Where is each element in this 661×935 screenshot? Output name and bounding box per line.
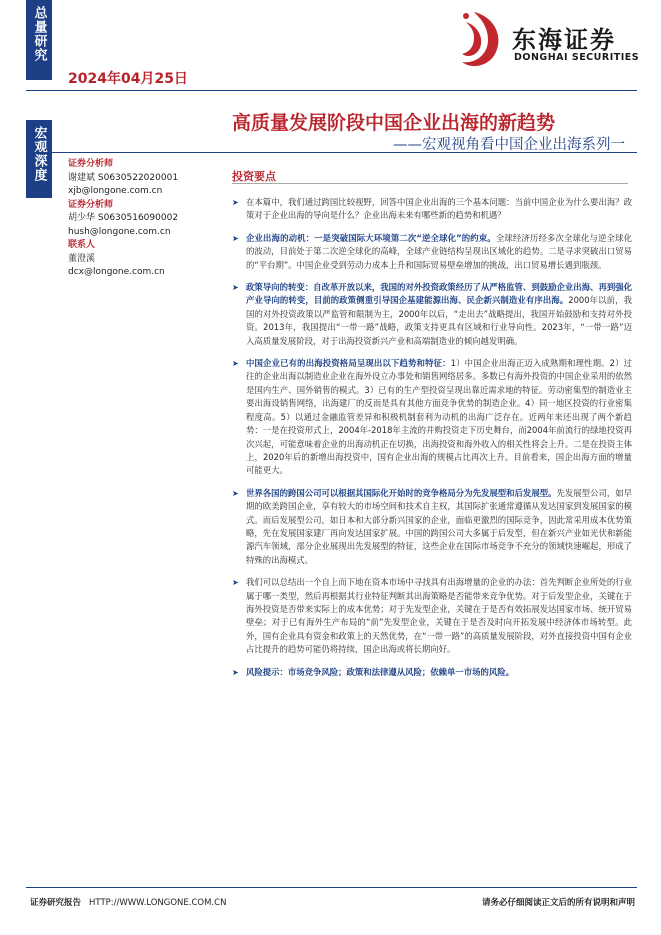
analyst-name: 胡少华 xyxy=(68,213,96,223)
analyst-role: 证券分析师 xyxy=(68,159,114,169)
arrow-bullet-icon: ➤ xyxy=(232,233,239,243)
analyst-name: 谢建斌 xyxy=(68,172,96,183)
sidebar-category-label: 总量研究 xyxy=(31,6,47,62)
analyst-role: 证券分析师 xyxy=(68,199,114,210)
logo-english-name: DONGHAI SECURITIES xyxy=(514,52,640,63)
key-point-bold: 世界各国的跨国公司可以根据其国际化开始时的竞争格局分为先发展型和后发展型。 xyxy=(246,487,557,498)
footer-disclaimer: 请务必仔细阅读正文后的所有说明和声明 xyxy=(481,898,635,908)
key-point-text: 我们可以总结出一个自上而下地在资本市场中寻找具有出海增量的企业的办法：首先判断企业所处的行业属于哪一类型，然后再根据其行业特征判断其出海策略是否能带来竞争优势。对于后发型企业，关键在于海外投资是否带来实际上的成本优势；对于先发型企业，关键在于是否有效拓展发达国家市场、统开贸易壁垒；对于已有海外生产布局的“前”先发型企业，关键在于是否及时向开拓发展中经济体市场转型。此外，国有企业具有资金和政策上的天然优势，在“一带一路”的高质量发展阶段，对外直接投资中国有企业占比提升的趋势可能仍将持续，国企出海或将长期向好。 xyxy=(246,577,632,655)
key-point-item xyxy=(232,281,632,348)
footer-rule xyxy=(26,887,637,888)
analyst-license: S0630516090002 xyxy=(97,213,179,223)
arrow-bullet-icon: ➤ xyxy=(232,283,239,293)
analyst-email[interactable]: hush@longone.com.cn xyxy=(68,226,171,237)
footer-label: 证券研究报告 xyxy=(30,898,82,908)
arrow-bullet-icon: ➤ xyxy=(232,578,239,588)
key-point-item xyxy=(232,666,632,679)
key-points-heading: 投资要点 xyxy=(232,170,276,183)
donghai-swirl-icon xyxy=(452,8,508,72)
key-point-text: 先发展型公司，如早期的欧美跨国企业，享有较大的市场空间和技术自主权，其国际扩张通常遵循从发达国家到发展国家的模式。而后发展型公司，如日本和大部分新兴国家的企业，面临更激烈的国际竞争，因此常采用成本优势策略，先在发展国家建厂再向发达国家扩展。中国的跨国公司大多属于后发型，但在新兴产业如光伏和新能源汽车领域，部分企业展现出先发展型的特征，这些企业在国际市场竞争不充分的领域快速崛起，形成了特殊的出海模式。 xyxy=(246,487,633,565)
key-points-rule xyxy=(232,183,628,184)
report-date: 2024年04月25日 xyxy=(68,71,188,87)
key-point-bold: 中国企业已有的出海投资格局呈现出以下趋势和特征： xyxy=(246,358,451,369)
key-point-text: 全球经济历经多次全球化与逆全球化的波动，目前处于第二次逆全球化的高峰，全球产业链结构呈现出区域化的趋势。二是寻求突破出口贸易的“平台期”。中国企业受到劳动力成本上升和国际贸易壁垒增加的挑战，出口贸易增长遇到瓶颈。 xyxy=(246,232,633,270)
analyst-email[interactable]: dcx@longone.com.cn xyxy=(68,267,165,277)
key-point-bold: 风险提示：市场竞争风险；政策和法律遵从风险；依赖单一市场的风险。 xyxy=(246,666,514,677)
analyst-entry xyxy=(68,239,218,280)
key-point-bold: 企业出海的动机：一是突破国际大环境第二次“逆全球化”的约束。 xyxy=(246,232,496,243)
arrow-bullet-icon: ➤ xyxy=(232,488,239,498)
sidebar-section-label: 宏观深度 xyxy=(31,126,47,182)
key-point-bold: 政策导向的转变：自改革开放以来，我国的对外投资政策经历了从严格监管、到鼓励企业出海、再到强化产业导向的转变，目前的政策侧重引导国企基建能源出海、民企新兴制造业有序出海。 xyxy=(246,282,632,306)
analyst-license: S0630522020001 xyxy=(97,172,179,183)
key-point-text: 2000年以前，我国的对外投资政策以严监管和限制为主，2000年以后，“走出去”战略提出，我国开始鼓励和支持对外投资。2013年，我国提出“一带一路”战略，政策支持更具有区域和行业导向性。2023年，“一带一路”迈入高质量发展阶段，对于出海投资新兴产业和高端制造业的倾向越发明确。 xyxy=(246,295,632,346)
analyst-list xyxy=(68,158,218,280)
key-points-list xyxy=(232,196,632,679)
report-subtitle: ——宏观视角看中国企业出海系列一 xyxy=(393,137,625,153)
sidebar-category-tab xyxy=(26,0,52,80)
key-point-item xyxy=(232,232,632,272)
analyst-entry xyxy=(68,158,218,199)
analyst-role: 联系人 xyxy=(68,240,96,250)
footer-url-link[interactable]: HTTP://WWW.LONGONE.COM.CN xyxy=(89,898,227,908)
arrow-bullet-icon: ➤ xyxy=(232,359,239,369)
analyst-name: 董澄溪 xyxy=(68,253,96,264)
analyst-name-license xyxy=(68,172,218,186)
analyst-email[interactable]: xjb@longone.com.cn xyxy=(68,186,163,196)
key-point-text: 在本篇中，我们通过跨国比较视野，回答中国企业出海的三个基本问题：当前中国企业为什么要出海？政策对于企业出海的导向是什么？企业出海未来有哪些新的趋势和机遇？ xyxy=(246,197,632,221)
logo-chinese-name: 东海证券 xyxy=(512,26,616,54)
analyst-entry xyxy=(68,199,218,240)
arrow-bullet-icon: ➤ xyxy=(232,667,239,677)
key-point-item xyxy=(232,196,632,223)
footer-left xyxy=(30,896,226,908)
arrow-bullet-icon: ➤ xyxy=(232,198,239,207)
analyst-name-license xyxy=(68,212,218,226)
header-rule xyxy=(26,90,637,91)
key-point-text: 1）中国企业出海正迈入成熟期和理性期。2）过往的企业出海以制造业企业在海外设立办事处和销售网络居多。多数已有海外投资的中国企业采用的依然是国内生产、国外销售的模式。3）已有的生产型投资呈现出靠近需求地的特征。劳动密集型的制造业主要出海设销售网络，出海建厂的反而是具有其他方面竞争优势的制造企业。4）同一地区投资的行业密集程度高。5）以通过金融监管差异和积极机制套利为动机的出海广泛存在。近两年来还出现了两个新趋势：一是在投资形式上，2004年-2018年主流的并购投资走下历史舞台，而2004年前流行的绿地投资再次兴起，可能意味着企业的出海动机正在切换，出海投资和海外收入的相关性将会上升。二是在投资主体上，2020年后的新增出海投资中，国有企业出海的规模占比再次上升。目前看来，国企出海方面的增量可能更大。 xyxy=(246,358,633,476)
key-point-item xyxy=(232,576,632,656)
sidebar-section-tab xyxy=(26,120,52,198)
company-logo xyxy=(452,8,642,72)
key-point-item xyxy=(232,357,632,478)
title-rule xyxy=(26,152,637,153)
key-point-item xyxy=(232,487,632,567)
report-title: 高质量发展阶段中国企业出海的新趋势 xyxy=(232,112,556,134)
